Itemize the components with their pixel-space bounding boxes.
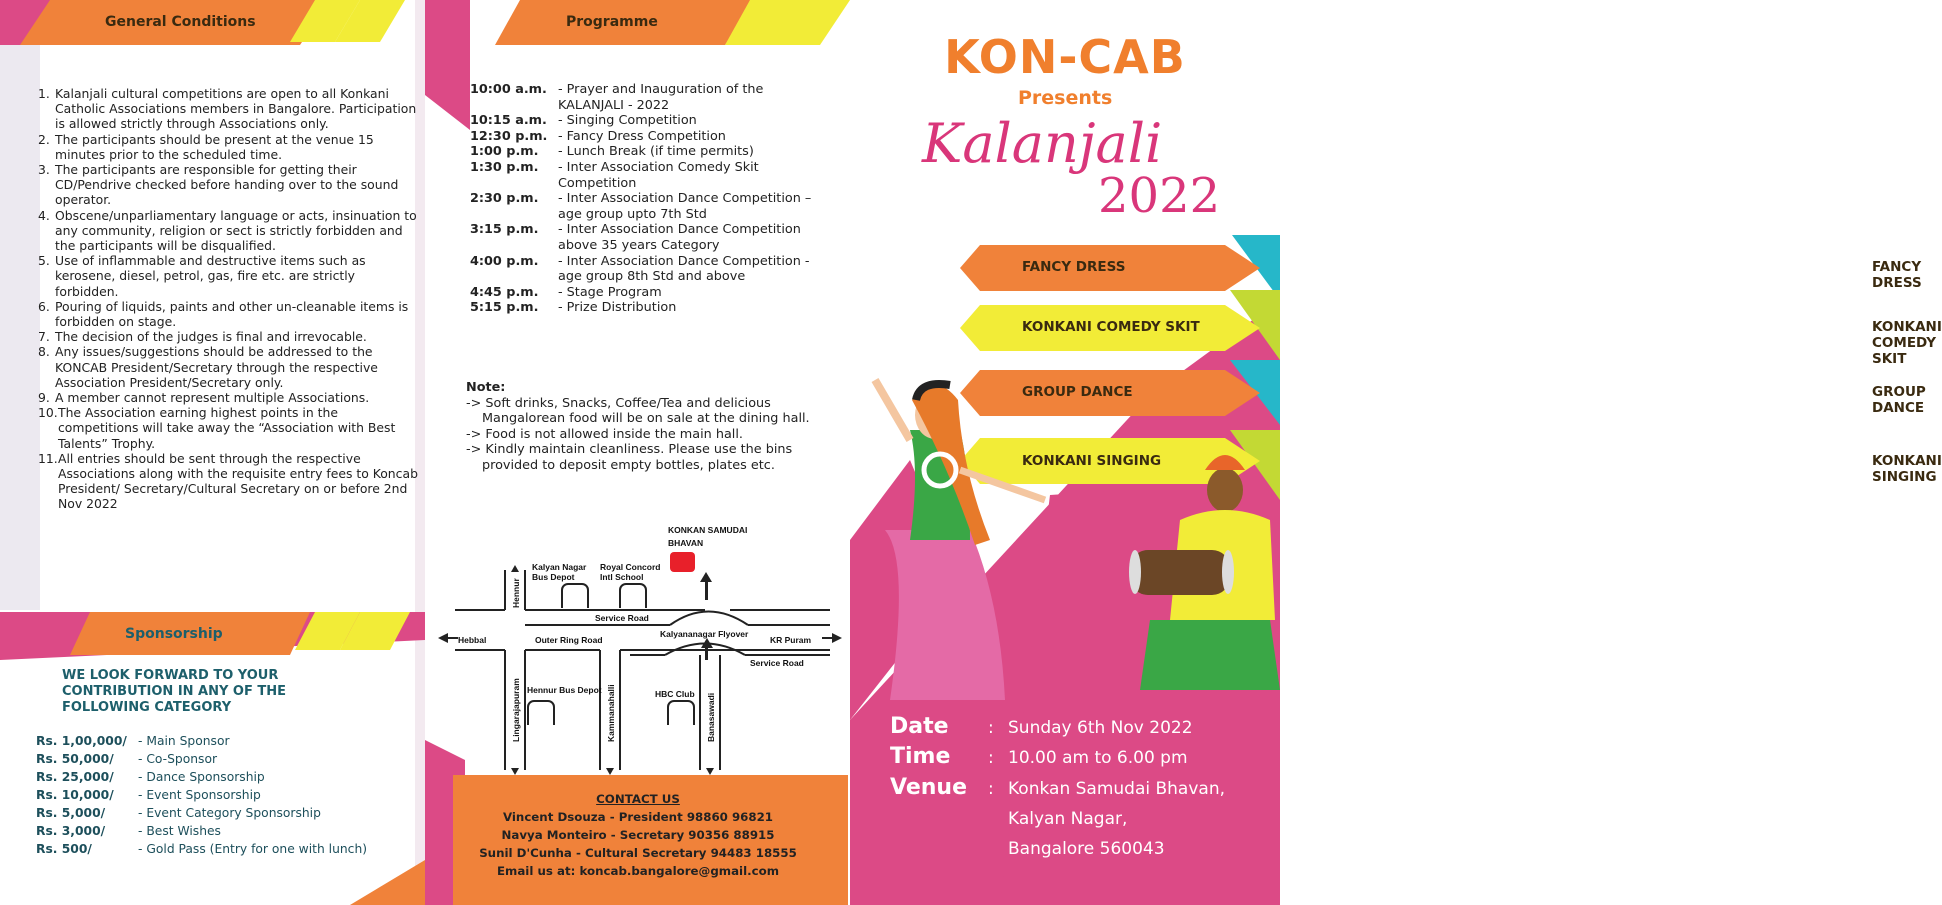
presents-label: Presents <box>1018 87 1113 109</box>
event-konkani-singing: KONKANI SINGING <box>1872 453 1942 485</box>
programme-row: 1:30 p.m. - Inter Association Comedy Skit Competition <box>470 159 759 191</box>
map-kalyan-depot: Kalyan Nagar <box>532 562 587 572</box>
note-item: -> Soft drinks, Snacks, Coffee/Tea and delicious Mangalorean food will be on sale at the dining hall. <box>466 395 810 427</box>
condition-item: 8. Any issues/suggestions should be addressed to the KONCAB President/Secretary through the respective Association President/Secretary only. <box>38 344 378 390</box>
event-year: 2022 <box>1098 168 1221 224</box>
note-item: -> Kindly maintain cleanliness. Please use the bins provided to deposit empty bottles, plates etc. <box>466 442 793 473</box>
map-royal-concord: Royal Concord <box>600 562 661 572</box>
general-conditions-panel <box>0 0 425 905</box>
event-label-konkani-singing: KONKANI SINGING <box>1022 453 1162 469</box>
map-hennur: Hennur <box>511 578 521 608</box>
contact-line: Navya Monteiro - Secretary 90356 88915 <box>501 828 775 842</box>
general-conditions-title: General Conditions <box>105 14 256 30</box>
map-royal-concord-2: Intl School <box>600 572 644 582</box>
programme-row: 4:00 p.m. - Inter Association Dance Competition - age group 8th Std and above <box>470 253 810 285</box>
map-hebbal: Hebbal <box>458 635 487 645</box>
programme-row: 3:15 p.m. - Inter Association Dance Competition above 35 years Category <box>470 222 801 253</box>
contact-line: Sunil D'Cunha - Cultural Secretary 94483 18555 <box>479 846 797 860</box>
condition-item: 6. Pouring of liquids, paints and other un-cleanable items is forbidden on stage. <box>38 298 409 330</box>
sponsor-tier: Rs. 25,000/ - Dance Sponsorship <box>36 770 265 784</box>
map-service-road-top: Service Road <box>595 613 649 623</box>
map-outer-ring: Outer Ring Road <box>535 635 603 645</box>
map-kalyan-depot-2: Bus Depot <box>532 572 575 582</box>
sponsorship-title: Sponsorship <box>125 626 223 642</box>
event-fancy-dress: FANCY DRESS <box>1872 259 1922 291</box>
programme-row: 10:00 a.m. - Prayer and Inauguration of the KALANJALI - 2022 <box>470 82 764 113</box>
sponsor-tier: Rs. 5,000/ - Event Category Sponsorship <box>36 806 321 820</box>
sponsor-tier: Rs. 1,00,000/ - Main Sponsor <box>36 734 230 748</box>
programme-notes <box>466 380 826 474</box>
map-kammanahalli: Kammanahalli <box>606 684 616 742</box>
programme-row: 12:30 p.m. - Fancy Dress Competition <box>470 128 726 144</box>
programme-row: 1:00 p.m. - Lunch Break (if time permits) <box>470 144 754 160</box>
event-group-dance: GROUP DANCE <box>1872 384 1926 416</box>
map-kr-puram: KR Puram <box>770 635 812 645</box>
event-label-group-dance: GROUP DANCE <box>1022 384 1133 400</box>
condition-item: 5. Use of inflammable and destructive items such as kerosene, diesel, petrol, gas, fire etc. are strictly forbidden. <box>38 253 366 299</box>
programme-title: Programme <box>566 14 658 30</box>
programme-row: 2:30 p.m. - Inter Association Dance Competition – age group upto 7th Std <box>470 191 812 222</box>
map-lingarajapuram: Lingarajapuram <box>511 678 521 742</box>
sponsor-tier: Rs. 50,000/ - Co-Sponsor <box>36 752 218 766</box>
event-label-comedy-skit: KONKANI COMEDY SKIT <box>1022 319 1200 335</box>
event-comedy-skit: KONKANI COMEDY SKIT <box>1872 319 1942 367</box>
map-hbc: HBC Club <box>655 689 695 699</box>
condition-item: 9. A member cannot represent multiple Associations. <box>38 390 370 406</box>
map-hennur-depot: Hennur Bus Depot <box>527 685 602 695</box>
condition-item: 1. Kalanjali cultural competitions are open to all Konkani Catholic Associations members in Bangalore. Participation is allowed strictly through Associations only. <box>38 86 417 132</box>
sponsor-tier: Rs. 3,000/ - Best Wishes <box>36 824 221 838</box>
sponsor-tier: Rs. 500/ - Gold Pass (Entry for one with lunch) <box>36 842 368 856</box>
condition-item: 3. The participants are responsible for getting their CD/Pendrive checked before handing over to the sound operator. <box>38 162 399 208</box>
condition-item: 10. The Association earning highest points in the competitions will take away the “Association with Best Talents” Trophy. <box>38 405 396 451</box>
programme-row: 10:15 a.m. - Singing Competition <box>470 113 697 129</box>
event-label-fancy-dress: FANCY DRESS <box>1022 259 1126 275</box>
note-item: -> Food is not allowed inside the main hall. <box>466 426 743 442</box>
note-title: Note: <box>466 380 506 395</box>
map-venue-label: KONKAN SAMUDAI <box>668 525 748 535</box>
conditions-list <box>38 86 418 512</box>
venue-marker <box>670 552 695 572</box>
condition-item: 2. The participants should be present at the venue 15 minutes prior to the scheduled time. <box>38 131 374 162</box>
condition-item: 7. The decision of the judges is final and irrevocable. <box>38 329 367 345</box>
contact-line: Vincent Dsouza - President 98860 96821 <box>502 810 774 824</box>
map-venue-label-2: BHAVAN <box>668 538 704 548</box>
contact-email: Email us at: koncab.bangalore@gmail.com <box>497 864 779 878</box>
programme-list <box>470 82 830 316</box>
sponsorship-intro: WE LOOK FORWARD TO YOUR CONTRIBUTION IN ANY OF THE FOLLOWING CATEGORY <box>62 668 287 715</box>
org-title: KON-CAB <box>944 30 1186 84</box>
location-map <box>430 520 845 780</box>
event-title: Kalanjali <box>922 112 1163 175</box>
map-banasawadi: Banasawadi <box>706 692 716 742</box>
contact-block <box>458 790 818 880</box>
sponsor-tier: Rs. 10,000/ - Event Sponsorship <box>36 788 261 802</box>
map-flyover: Kalyananagar Flyover <box>660 629 749 639</box>
condition-item: 4. Obscene/unparliamentary language or acts, insinuation to any community, religion or sect is strictly forbidden and the participants will be disqualified. <box>38 207 417 254</box>
contact-title: CONTACT US <box>596 792 680 806</box>
condition-item: 11. All entries should be sent through the respective Associations along with the requisite entry fees to Koncab President/ Secretary/Cultural Secretary on or before 2nd Nov 2022 <box>38 450 418 512</box>
map-service-road-bottom: Service Road <box>750 658 804 668</box>
programme-row: 4:45 p.m. - Stage Program <box>470 284 662 300</box>
programme-row: 5:15 p.m. - Prize Distribution <box>470 300 677 316</box>
